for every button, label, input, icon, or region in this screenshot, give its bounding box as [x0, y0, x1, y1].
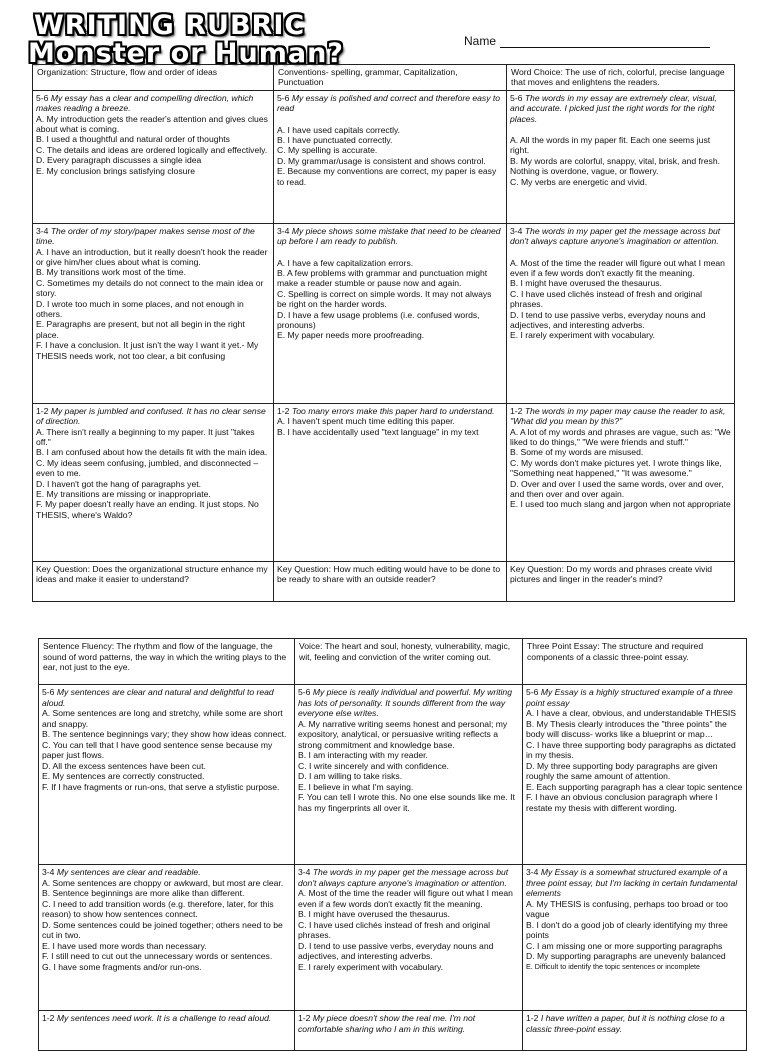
cell-sentence-fluency-3-4 — [39, 865, 295, 1011]
criterion-item: F. If I have fragments or run-ons, that serve a stylistic purpose. — [42, 781, 280, 792]
criterion-item: E. I have used more words than necessary. — [42, 940, 207, 951]
criterion-item: C. I need to add transition words (e.g. therefore, later, for this reason) to show how sentences connect. — [42, 898, 274, 919]
level-statement: 3-4 The order of my story/paper makes sense most of the time. — [36, 225, 255, 247]
cell-organization-3-4 — [33, 223, 274, 403]
cell-word-choice-3-4 — [507, 223, 735, 403]
criterion-item: A. Most of the time the reader will figure out what I mean even if a few words don't exactly fit the meaning. — [510, 257, 725, 279]
criterion-item: B. My transitions work most of the time. — [36, 267, 186, 278]
criterion-item: B. I might have overused the thesaurus. — [510, 278, 662, 289]
cell-word-choice-1-2 — [507, 403, 735, 561]
criterion-item: F. My paper doesn't really have an ending. It just stops. No THESIS, where's Waldo? — [36, 499, 259, 520]
criterion-item: D. Every paragraph discusses a single idea — [36, 155, 202, 166]
criterion-item: D. I have a few usage problems (i.e. confused words, pronouns) — [277, 309, 480, 331]
criterion-item: A. All the words in my paper fit. Each one seems just right. — [510, 135, 711, 156]
cell-three-point-essay-1-2 — [523, 1011, 747, 1051]
criterion-item: E. Difficult to identify the topic sentences or incomplete — [526, 961, 701, 971]
criterion-item: F. I have a conclusion. It just isn't the way I want it yet.- My THESIS needs work, not too clear, a bit confusing — [36, 340, 259, 361]
criterion-item: C. Spelling is correct on simple words. It may not always be right on the harder words. — [277, 288, 492, 310]
criterion-item: D. I tend to use passive verbs, everyday nouns and adjectives, and interesting adverbs. — [298, 940, 494, 961]
level-statement: 3-4 The words in my paper get the message across but don't always capture anyone's imagination or attention. — [510, 225, 721, 247]
column-header-organization: Organization: Structure, flow and order of ideas — [33, 65, 274, 91]
cell-organization-5-6 — [33, 90, 274, 223]
criterion-item: B. My Thesis clearly introduces the "three points" the body will discuss- works like a blueprint or map… — [526, 718, 727, 739]
level-statement: 5-6 My essay has a clear and compelling direction, which makes reading a breeze. — [36, 92, 254, 114]
criterion-item: B. I have accidentally used "text language" in my text — [277, 426, 479, 437]
criterion-item: C. My spelling is accurate. — [277, 145, 378, 156]
criterion-item: C. I have three supporting body paragraphs as dictated in my thesis. — [526, 739, 736, 760]
key-question-conventions: Key Question: How much editing would have to be done to be ready to share with an outside reader? — [274, 561, 507, 601]
level-statement: 1-2 The words in my paper may cause the reader to ask, "What did you mean by this?" — [510, 405, 726, 427]
level-statement: 5-6 The words in my essay are extremely clear, visual, and accurate. I picked just the right words for the right places. — [510, 92, 717, 124]
criterion-item: G. I have some fragments and/or run-ons. — [42, 961, 202, 972]
name-label: Name — [464, 34, 497, 48]
level-statement: 1-2 Too many errors make this paper hard to understand. — [277, 405, 495, 416]
column-header-sentence-fluency: Sentence Fluency: The rhythm and flow of the language, the sound of word patterns, the way in which the writing plays to the ear, not just to the eye. — [39, 639, 295, 685]
criterion-item: B. I have punctuated correctly. — [277, 135, 393, 146]
column-header-three-point-essay: Three Point Essay: The structure and required components of a classic three-point essay. — [523, 639, 747, 685]
cell-sentence-fluency-1-2 — [39, 1011, 295, 1051]
criterion-item: B. I am interacting with my reader. — [298, 750, 428, 760]
criterion-item: B. A few problems with grammar and punctuation might make a reader stumble or pause now and again. — [277, 268, 488, 289]
criterion-item: A. My introduction gets the reader's attention and gives clues about what is coming. — [36, 113, 268, 135]
criterion-item: A. Some sentences are choppy or awkward, but most are clear. — [42, 877, 284, 888]
level-statement: 1-2 My piece doesn't show the real me. I'm not comfortable sharing who I am in this writing. — [298, 1013, 476, 1034]
criterion-item: D. I am willing to take risks. — [298, 771, 403, 781]
level-statement: 5-6 My Essay is a highly structured example of a three point essay — [526, 687, 733, 708]
criterion-item: F. I still need to cut out the unnecessary words or sentences. — [42, 951, 273, 961]
cell-conventions-5-6 — [274, 90, 507, 223]
criterion-item: D. Over and over I used the same words, over and over, and then over and over again. — [510, 478, 724, 500]
criterion-item: D. My three supporting body paragraphs are given roughly the same amount of attention. — [526, 760, 718, 781]
criterion-item: E. I rarely experiment with vocabulary. — [298, 961, 444, 972]
cell-conventions-3-4 — [274, 223, 507, 403]
level-statement: 3-4 My Essay is a somewhat structured example of a three point essay, but I'm lacking in certain fundamental elements — [526, 867, 738, 898]
criterion-item: C. I have used clichés instead of fresh and original phrases. — [510, 288, 703, 310]
criterion-item: D. I tend to use passive verbs, everyday nouns and adjectives, and interesting adverbs. — [510, 309, 706, 331]
criterion-item: B. The sentence beginnings vary; they show how ideas connect. — [42, 729, 287, 739]
criterion-item: E. My conclusion brings satisfying closure — [36, 165, 196, 176]
criterion-item: C. You can tell that I have good sentence sense because my paper just flows. — [42, 739, 273, 760]
criterion-item: E. My sentences are correctly constructed. — [42, 771, 205, 781]
level-statement: 5-6 My sentences are clear and natural and delightful to read aloud. — [42, 687, 274, 708]
criterion-item: F. I have an obvious conclusion paragraph where I restate my thesis with different wording. — [526, 792, 718, 813]
criterion-item: A. I have a clear, obvious, and understandable THESIS — [526, 708, 737, 718]
criterion-item: C. Sometimes my details do not connect to the main idea or story. — [36, 277, 264, 299]
criterion-item: D. Some sentences could be joined together; others need to be cut in two. — [42, 919, 283, 940]
level-statement: 1-2 I have written a paper, but it is nothing close to a classic three-point essay. — [526, 1013, 725, 1034]
rubric-title — [28, 12, 458, 68]
criterion-item: E. I used too much slang and jargon when not appropriate — [510, 499, 731, 510]
cell-voice-1-2 — [295, 1011, 523, 1051]
criterion-item: C. The details and ideas are ordered logically and effectively. — [36, 144, 268, 155]
criterion-item: C. I write sincerely and with confidence. — [298, 760, 449, 771]
criterion-item: E. My paper needs more proofreading. — [277, 330, 425, 341]
criterion-item: A. Some sentences are long and stretchy, while some are short and snappy. — [42, 708, 283, 729]
criterion-item: B. Sentence beginnings are more alike than different. — [42, 888, 245, 898]
name-field — [464, 34, 710, 48]
level-statement: 3-4 My piece shows some mistake that need to be cleaned up before I am ready to publish. — [277, 225, 501, 247]
criterion-item: D. My supporting paragraphs are unevenly balanced — [526, 951, 726, 961]
criterion-item: C. My ideas seem confusing, jumbled, and disconnected – even to me. — [36, 457, 259, 479]
rubric-table-bottom — [38, 638, 768, 1034]
criterion-item: A. Most of the time the reader will figure out what I mean even if a few words don't exactly fit the meaning. — [298, 888, 513, 909]
criterion-item: A. There isn't really a beginning to my paper. It just "takes off." — [36, 426, 255, 448]
cell-word-choice-5-6 — [507, 90, 735, 223]
level-statement: 3-4 My sentences are clear and readable. — [42, 867, 201, 877]
key-question-organization: Key Question: Does the organizational structure enhance my ideas and make it easier to understand? — [33, 561, 274, 601]
name-blank-line[interactable] — [500, 35, 710, 48]
level-statement: 5-6 My piece is really individual and powerful. My writing has lots of personality. It sounds different from the way everyone else writes. — [298, 687, 512, 718]
cell-three-point-essay-3-4 — [523, 865, 747, 1011]
key-question-word-choice: Key Question: Do my words and phrases create vivid pictures and linger in the reader's mind? — [507, 561, 735, 601]
cell-three-point-essay-5-6 — [523, 685, 747, 865]
criterion-item: A. My narrative writing seems honest and personal; my expository, analytical, or persuasive writing reflects a strong commitment and knowledge base. — [298, 718, 508, 750]
criterion-item: D. All the excess sentences have been cut. — [42, 760, 206, 771]
level-statement: 1-2 My paper is jumbled and confused. It has no clear sense of direction. — [36, 405, 266, 427]
level-statement: 3-4 The words in my paper get the message across but don't always capture anyone's imagination or attention. — [298, 867, 509, 888]
column-header-word-choice: Word Choice: The use of rich, colorful, precise language that moves and enlightens the readers. — [507, 65, 735, 91]
criterion-item: E. My transitions are missing or inappropriate. — [36, 489, 211, 500]
level-statement: 1-2 My sentences need work. It is a challenge to read aloud. — [42, 1013, 272, 1023]
cell-voice-5-6 — [295, 685, 523, 865]
criterion-item: B. I might have overused the thesaurus. — [298, 909, 450, 919]
cell-organization-1-2 — [33, 403, 274, 561]
criterion-item: A. My THESIS is confusing, perhaps too broad or too vague — [526, 898, 728, 919]
title-line-2: Monster or Human? — [28, 38, 344, 69]
criterion-item: A. I have used capitals correctly. — [277, 124, 401, 135]
criterion-item: B. Some of my words are misused. — [510, 447, 644, 458]
cell-sentence-fluency-5-6 — [39, 685, 295, 865]
criterion-item: B. I don't do a good job of clearly identifying my three points — [526, 919, 728, 940]
criterion-item: A. I have a few capitalization errors. — [277, 257, 414, 268]
criterion-item: D. I wrote too much in some places, and not enough in others. — [36, 298, 244, 320]
criterion-item: B. I used a thoughtful and natural order of thoughts — [36, 134, 230, 145]
criterion-item: D. I haven't got the hang of paragraphs yet. — [36, 478, 202, 489]
criterion-item: E. Paragraphs are present, but not all begin in the right place. — [36, 319, 245, 340]
criterion-item: A. A lot of my words and phrases are vague, such as: "We liked to do things," "We were friends and stuff." — [510, 426, 731, 448]
criterion-item: D. My grammar/usage is consistent and shows control. — [277, 155, 486, 166]
criterion-item: F. You can tell I wrote this. No one else sounds like me. It has my fingerprints all over it. — [298, 792, 515, 813]
criterion-item: A. I haven't spent much time editing this paper. — [277, 416, 455, 427]
cell-conventions-1-2 — [274, 403, 507, 561]
criterion-item: C. I have used clichés instead of fresh and original phrases. — [298, 919, 491, 940]
title-line-1: WRITING RUBRIC — [34, 10, 306, 41]
level-statement: 5-6 My essay is polished and correct and therefore easy to read — [277, 92, 501, 114]
cell-voice-3-4 — [295, 865, 523, 1011]
criterion-item: B. I am confused about how the details fit with the main idea. — [36, 447, 268, 458]
column-header-conventions: Conventions- spelling, grammar, Capitalization, Punctuation — [274, 65, 507, 91]
criterion-item: C. I am missing one or more supporting paragraphs — [526, 940, 723, 951]
criterion-item: C. My words don't make pictures yet. I wrote things like, "Something neat happened," "It was awesome." — [510, 457, 722, 479]
criterion-item: B. My words are colorful, snappy, vital, brisk, and fresh. Nothing is overdone, vague, or flowery. — [510, 155, 720, 177]
rubric-table-top — [32, 64, 734, 585]
column-header-voice: Voice: The heart and soul, honesty, vulnerability, magic, wit, feeling and conviction of the writer coming out. — [295, 639, 523, 685]
criterion-item: E. I rarely experiment with vocabulary. — [510, 330, 656, 341]
criterion-item: E. Because my conventions are correct, my paper is easy to read. — [277, 166, 497, 187]
criterion-item: E. Each supporting paragraph has a clear topic sentence — [526, 781, 743, 792]
criterion-item: C. My verbs are energetic and vivid. — [510, 176, 648, 187]
criterion-item: A. I have an introduction, but it really doesn't hook the reader or give him/her clues about what is coming. — [36, 246, 268, 268]
criterion-item: E. I believe in what I'm saying. — [298, 781, 414, 792]
